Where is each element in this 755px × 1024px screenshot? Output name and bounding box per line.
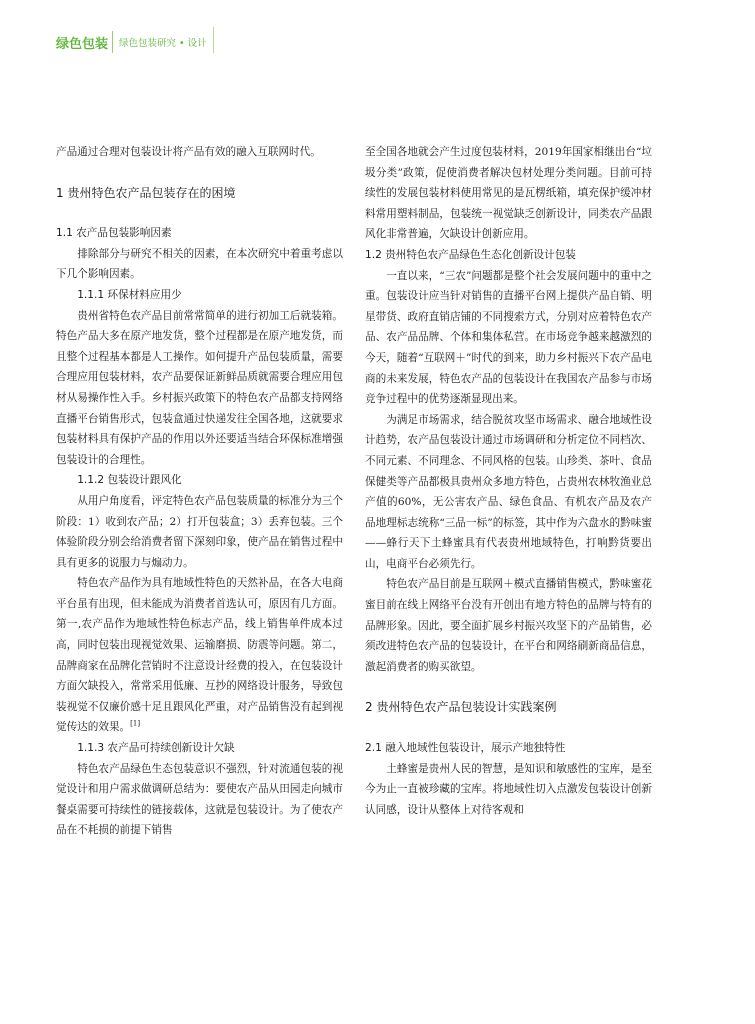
paragraph-1-1-2a: 从用户角度看，评定特色农产品包装质量的标准分为三个阶段：1）收到农产品；2）打开包装盒；3）丢弃包装。三个体验阶段分别会给消费者留下深刻印象，使产品在销售过程中具有更多的说服力与煽动力。 [56, 494, 343, 569]
heading-section-1: 1 贵州特色农产品包装存在的困境 [56, 185, 236, 200]
paragraph-1-1-3: 特色农产品绿色生态包装意识不强烈，针对流通包装的视觉设计和用户需求做调研总结为：要使农产品从田园走向城市餐桌需要可持续性的链接载体，这就是包装设计。为了使农产品在不耗损的前提下销售 [56, 762, 343, 837]
paragraph-1-1-2b-text: 特色农产品作为具有地域性特色的天然补品，在各大电商平台虽有出现，但未能成为消费者首选认可，原因有几方面。第一,农产品作为地域性特色标志产品，线上销售单件成本过高，同时包装出现视觉效果、运输磨损、防震等问题。第二，品牌商家在品牌化营销时不注意设计经费的投入，在包装设计方面欠缺投入，常常采用低廉、互抄的网络设计服务，导致包装视觉不仅廉价感十足且跟风化严重，对产品销售没有起到视觉传达的效果。 [56, 577, 343, 734]
heading-section-2: 2 贵州特色农产品包装设计实践案例 [365, 700, 557, 715]
right-column [365, 142, 652, 820]
paragraph-1-1-2b [56, 573, 343, 738]
left-column [56, 142, 343, 841]
journal-logo: 绿色包装 [56, 36, 109, 52]
intro-paragraph: 产品通过合理对包装设计将产品有效的融入互联网时代。 [56, 146, 321, 158]
paragraph-1-2c: 特色农产品目前是互联网＋模式直播销售模式，黔味蜜花蜜目前在线上网络平台没有开创出有地方特色的品牌与特有的品牌形象。因此，要全面扩展乡村振兴攻坚下的产品销售，必须改进特色农产品的包装设计，在平台和网络刷新商品信息，激起消费者的购买欲望。 [365, 578, 652, 673]
heading-1-1-3: 1.1.3 农产品可持续创新设计欠缺 [77, 742, 235, 755]
page-header [56, 30, 214, 54]
reference-1: [1] [130, 719, 141, 728]
header-divider [112, 31, 113, 53]
section-label: 绿色包装研究 • 设计 [119, 38, 207, 49]
paragraph-1-2b: 为满足市场需求，结合脱贫攻坚市场需求、融合地域性设计趋势，农产品包装设计通过市场调研和分析定位不同档次、不同元素、不同理念、不同风格的包装。山珍类、茶叶、食品保健类等产品都极具贵州众多地方特色，占贵州农林牧渔业总产值的60%，无公害农产品、绿色食品、有机农产品及农产品地理标志统称“三品一标”的标签，其中作为六盘水的黔味蜜——蜂行天下土蜂蜜具有代表贵州地域特色，打响黔货要出山，电商平台必须先行。 [365, 413, 652, 570]
paragraph-1-1-1: 贵州省特色农产品目前常常简单的进行初加工后就装箱。特色产品大多在原产地发货，整个过程都是在原产地发货，而且整个过程基本都是人工操作。如何提升产品包装质量，需要合理应用包装材料，农产品要保证新鲜品质就需要合理应用包材从易操作性入手。乡村振兴政策下的特色农产品都支持网络直播平台销售形式，包装盒通过快递发往全国各地，这就要求包装材料具有保护产品的作用以外还要适当结合环保标准增强包装设计的合理性。 [56, 309, 343, 466]
paragraph-2-1: 土蜂蜜是贵州人民的智慧，是知识和敏感性的宝库，是至今为止一直被珍藏的宝库。将地域性切入点激发包装设计创新认同感，设计从整体上对待客观和 [365, 762, 652, 816]
heading-2-1: 2.1 融入地域性包装设计，展示产地独特性 [365, 742, 566, 755]
heading-1-1-2: 1.1.2 包装设计跟风化 [77, 474, 182, 487]
paragraph-1-2a: 一直以来，“三农”问题都是整个社会发展问题中的重中之重。包装设计应当针对销售的直播平台网上提供产品自销、明星带货、政府直销店铺的不同搜索方式，分别对应着特色农产品、农产品品牌、个体和集体私营。在市场竞争越来越激烈的今天，随着“互联网＋”时代的到来，助力乡村振兴下农产品电商的未来发展，特色农产品的包装设计在我国农产品参与市场竞争过程中的优势逐渐显现出来。 [365, 269, 652, 406]
header-divider-right [213, 27, 214, 53]
heading-1-1: 1.1 农产品包装影响因素 [56, 227, 172, 240]
heading-1-2: 1.2 贵州特色农产品绿色生态化创新设计包装 [365, 248, 576, 261]
heading-1-1-1: 1.1.1 环保材料应用少 [77, 288, 182, 301]
paragraph-1-1: 排除部分与研究不相关的因素，在本次研究中着重考虑以下几个影响因素。 [56, 247, 343, 281]
paragraph-continued: 至全国各地就会产生过度包装材料，2019年国家相继出台“垃圾分类”政策，促使消费者解决包材处理分类问题。目前可持续性的发展包装材料使用常见的是瓦楞纸箱，填充保护缓冲材料常用塑料制品，包装统一视觉缺乏创新设计，同类农产品跟风化非常普遍，欠缺设计创新应用。 [365, 146, 652, 241]
